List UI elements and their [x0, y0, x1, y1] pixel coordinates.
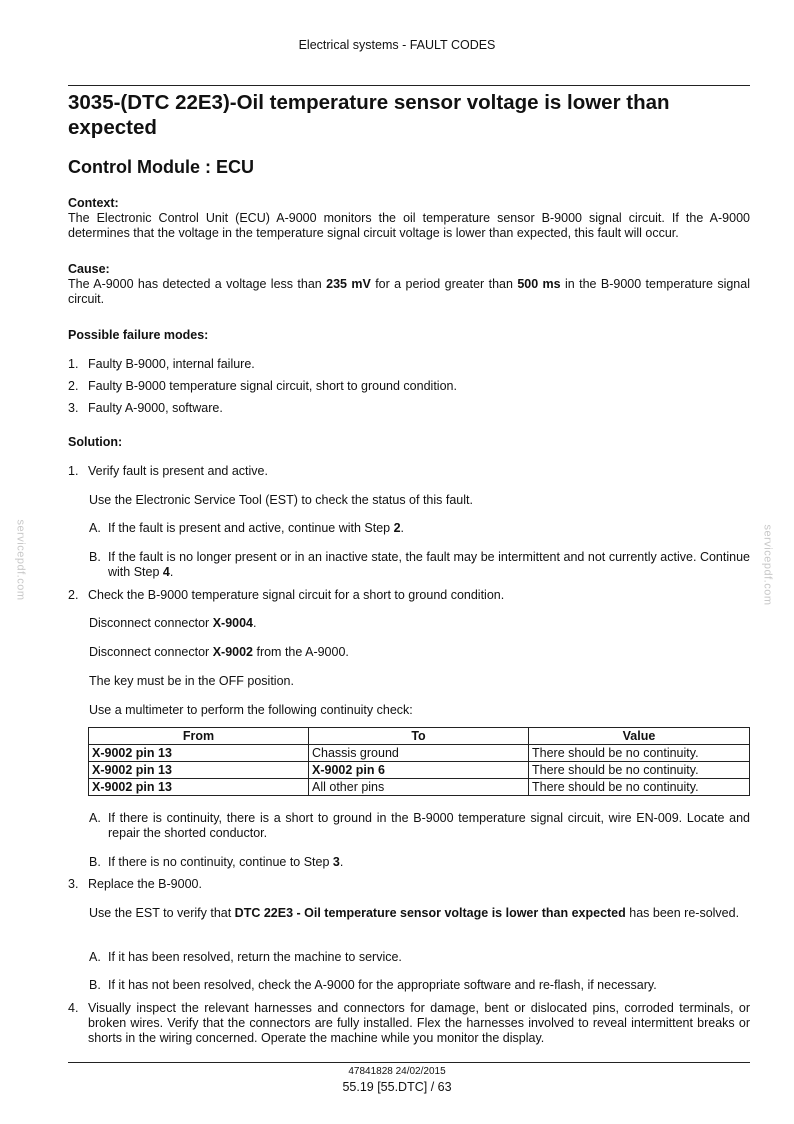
table-row	[89, 779, 750, 796]
cause-voltage: 235 mV	[326, 277, 371, 291]
cause-duration: 500 ms	[517, 277, 561, 291]
column-header-value: Value	[529, 728, 750, 745]
solution-label: Solution:	[68, 435, 123, 449]
step-1-paragraph: Use the Electronic Service Tool (EST) to check the status of this fault.	[89, 493, 473, 507]
cell-to: Chassis ground	[309, 745, 529, 762]
control-module-colon: :	[204, 157, 211, 177]
cell-from: X-9002 pin 13	[89, 779, 309, 796]
cell-value: There should be no continuity.	[529, 762, 750, 779]
step-3-paragraph: Use the EST to verify that DTC 22E3 - Oil temperature sensor voltage is lower than expected has been re-solved.	[89, 906, 740, 920]
table-header-row	[89, 728, 750, 745]
footer-page-number: 55.19 [55.DTC] / 63	[342, 1080, 452, 1094]
cell-to: All other pins	[309, 779, 529, 796]
control-module-value: ECU	[215, 157, 254, 177]
failure-modes-label: Possible failure modes:	[68, 328, 209, 342]
column-header-to: To	[309, 728, 529, 745]
step-2-option-a: A. If there is continuity, there is a short to ground in the B-9000 temperature signal circuit, wire EN-009. Locate and repair the shorted conductor.	[89, 811, 750, 840]
control-module-label: Control Module	[68, 157, 200, 177]
step-3-option-a: A. If it has been resolved, return the machine to service.	[89, 950, 402, 964]
watermark-right: servicepdf.com	[761, 524, 774, 606]
footer-doc-id: 47841828 24/02/2015	[348, 1066, 446, 1077]
watermark-left: servicepdf.com	[14, 519, 27, 601]
context-text: The Electronic Control Unit (ECU) A-9000 monitors the oil temperature sensor B-9000 signal circuit. If the A-9000 determines that the voltage in the temperature signal circuit voltage is lower than expected, this fault will occur.	[68, 211, 750, 240]
list-item: 2. Faulty B-9000 temperature signal circuit, short to ground condition.	[68, 379, 457, 393]
step-2-disconnect-1: Disconnect connector X-9004.	[89, 616, 257, 630]
continuity-table	[88, 727, 750, 796]
cell-value: There should be no continuity.	[529, 779, 750, 796]
solution-step-2: 2. Check the B-9000 temperature signal circuit for a short to ground condition.	[68, 588, 505, 602]
list-item: 1. Faulty B-9000, internal failure.	[68, 357, 255, 371]
cause-label: Cause:	[68, 262, 110, 276]
solution-step-1: 1. Verify fault is present and active.	[68, 464, 268, 478]
table-row	[89, 745, 750, 762]
step-2-key-off: The key must be in the OFF position.	[89, 674, 294, 688]
cell-from: X-9002 pin 13	[89, 745, 309, 762]
table-row	[89, 762, 750, 779]
context-label: Context:	[68, 196, 119, 210]
list-item: 3. Faulty A-9000, software.	[68, 401, 223, 415]
control-module-heading	[68, 156, 254, 178]
cell-from: X-9002 pin 13	[89, 762, 309, 779]
column-header-from: From	[89, 728, 309, 745]
solution-step-4: 4. Visually inspect the relevant harnesses and connectors for damage, bent or dislocated pins, corroded terminals, or broken wires. Verify that the connectors are fully installed. Flex the harnesses involved to reveal intermittent breaks or shorts in the wiring concerned. Operate the machine while you monitor the display.	[68, 1001, 750, 1045]
step-2-multimeter: Use a multimeter to perform the following continuity check:	[89, 703, 413, 717]
step-2-disconnect-2: Disconnect connector X-9002 from the A-9000.	[89, 645, 349, 659]
cell-value: There should be no continuity.	[529, 745, 750, 762]
page-header: Electrical systems - FAULT CODES	[298, 38, 496, 52]
step-1-option-b: B. If the fault is no longer present or in an inactive state, the fault may be intermittent and not currently active. Continue with Step 4.	[89, 550, 750, 579]
cell-to: X-9002 pin 6	[309, 762, 529, 779]
step-2-option-b: B. If there is no continuity, continue to Step 3.	[89, 855, 344, 869]
step-3-option-b: B. If it has not been resolved, check the A-9000 for the appropriate software and re-flash, if necessary.	[89, 978, 657, 992]
cause-text: The A-9000 has detected a voltage less than 235 mV for a period greater than 500 ms in the B-9000 temperature signal circuit.	[68, 277, 750, 306]
footer-rule	[68, 1062, 750, 1063]
header-rule	[68, 85, 750, 86]
solution-step-3: 3. Replace the B-9000.	[68, 877, 202, 891]
page-title: 3035-(DTC 22E3)-Oil temperature sensor voltage is lower than expected	[68, 91, 670, 139]
step-1-option-a: A. If the fault is present and active, continue with Step 2.	[89, 521, 405, 535]
